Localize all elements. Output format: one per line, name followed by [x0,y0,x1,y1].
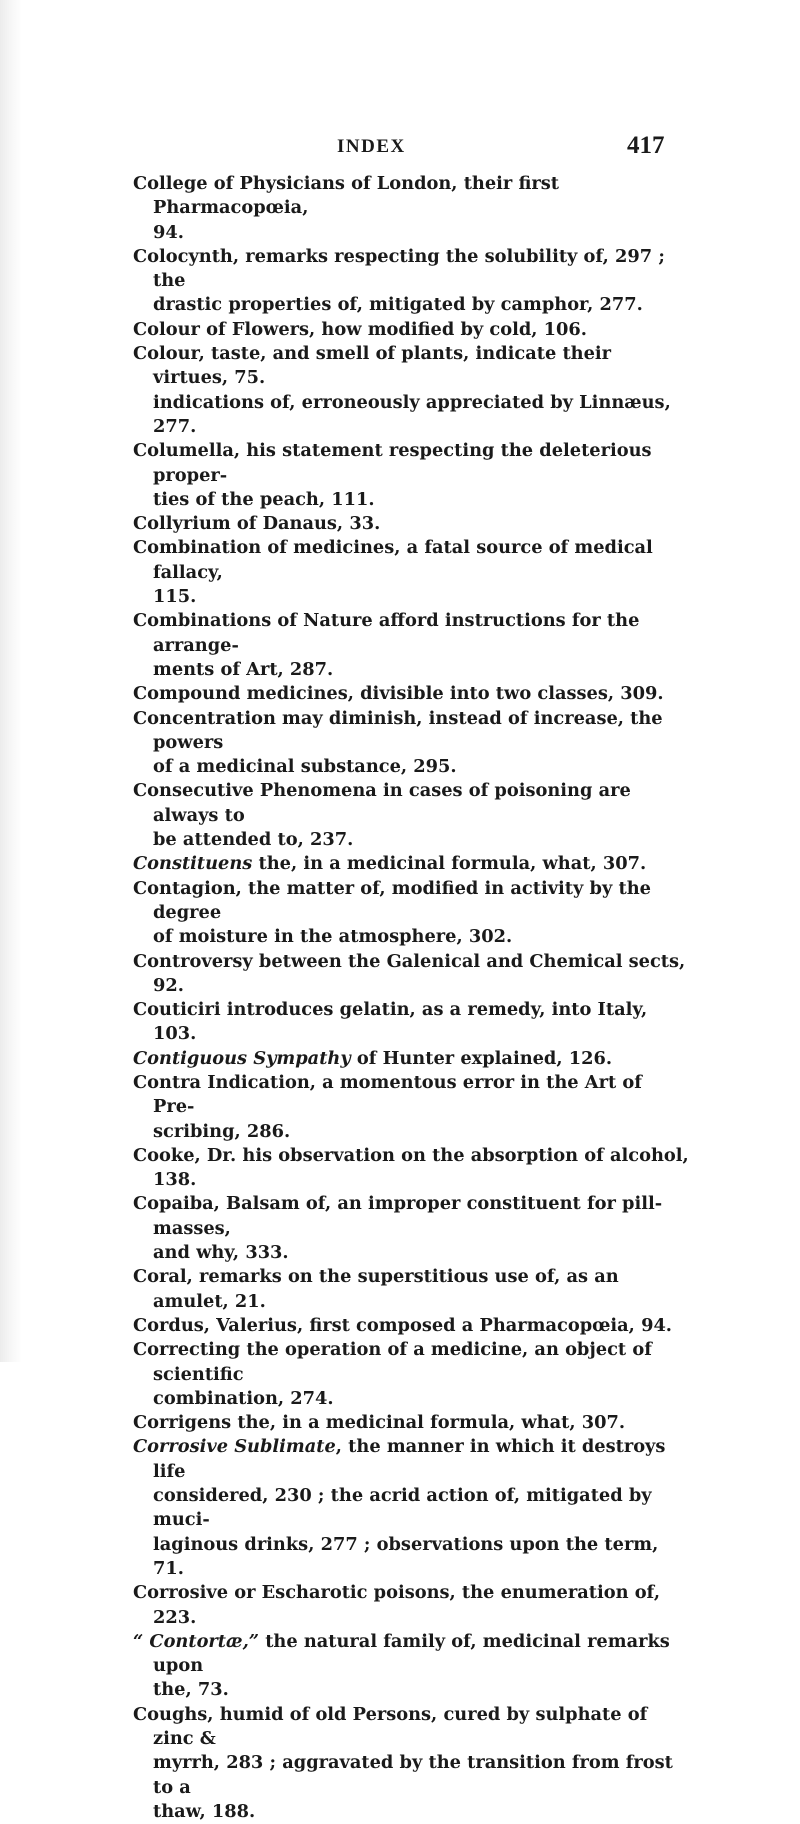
index-entry [133,998,689,1047]
index-entry [133,245,689,318]
entry-text: Cordus, Valerius, first composed a Pharmacopœia, 94. [133,1314,673,1336]
index-entry [133,1703,689,1824]
index-entry [133,877,689,950]
entry-text: Couticiri introduces gelatin, as a remedy, into Italy, 103. [133,999,648,1045]
index-entry [133,1630,689,1703]
index-entry [133,1338,689,1411]
entry-text: the, in a medicinal formula, what, 307. [252,853,647,875]
entry-text: , the manner in which it destroys life considered, 230 ; the acrid action of, mitigated by muci- laginous drinks, 277 ; observations upon the term, 71. [153,1436,666,1579]
index-entry [133,779,689,852]
entry-text: Correcting the operation of a medicine, an object of scientific combination, 274. [133,1339,652,1409]
index-entry [133,852,689,876]
index-entry [133,1144,689,1193]
index-entries [133,172,689,1824]
entry-text: Colocynth, remarks respecting the solubility of, 297 ; the drastic properties of, mitigated by camphor, 277. [133,245,665,316]
entry-text: Coral, remarks on the superstitious use of, as an amulet, 21. [133,1266,619,1312]
entry-text: Contra Indication, a momentous error in the Art of Pre- scribing, 286. [133,1071,642,1142]
entry-text: Coughs, humid of old Persons, cured by sulphate of zinc & myrrh, 283 ; aggravated by the transition from frost to a thaw, 188. [133,1703,673,1822]
entry-lead: Constituens [133,853,253,875]
index-entry [133,342,689,439]
entry-text: Contagion, the matter of, modified in activity by the degree of moisture in the atmosphere, 302. [133,877,651,948]
index-entry [133,172,689,245]
entry-text: Collyrium of Danaus, 33. [133,513,381,535]
entry-lead: “ Contortæ,” [133,1630,259,1652]
index-entry [133,512,689,536]
entry-text: Corrosive or Escharotic poisons, the enumeration of, 223. [133,1582,661,1628]
entry-text: Combinations of Nature afford instructions for the arrange- ments of Art, 287. [133,610,640,680]
entry-text: Cooke, Dr. his observation on the absorption of alcohol, 138. [133,1144,689,1191]
index-entry [133,1071,689,1144]
entry-lead: Corrosive Sublimate [133,1436,336,1458]
page-edge-shadow [0,0,22,1362]
page-number: 417 [627,132,665,159]
index-entry [133,950,689,999]
index-entry [133,609,689,682]
running-title: INDEX [337,136,406,157]
index-entry [133,1435,689,1581]
entry-text: Colour, taste, and smell of plants, indicate their virtues, 75. indications of, erroneously appreciated by Linnæus, 277. [133,343,671,437]
entry-text: Copaiba, Balsam of, an improper constituent for pill-masses, and why, 333. [133,1193,663,1264]
index-entry [133,707,689,780]
entry-text: Colour of Flowers, how modified by cold, 106. [133,318,587,340]
entry-text: College of Physicians of London, their first Pharmacopœia, 94. [133,173,559,243]
entry-text: Corrigens the, in a medicinal formula, what, 307. [133,1412,626,1434]
index-entry [133,682,689,706]
index-entry [133,1192,689,1265]
entry-text: the natural family of, medicinal remarks upon the, 73. [153,1630,670,1701]
index-entry [133,1314,689,1338]
entry-text: Concentration may diminish, instead of increase, the powers of a medicinal substance, 295. [133,707,663,778]
index-entry [133,1581,689,1630]
entry-text: Columella, his statement respecting the deleterious proper- ties of the peach, 111. [133,440,652,510]
index-entry [133,318,689,342]
entry-text: Controversy between the Galenical and Chemical sects, 92. [133,950,686,996]
entry-lead: Contiguous Sympathy [133,1047,351,1069]
entry-text: of Hunter explained, 126. [350,1047,613,1069]
entry-text: Consecutive Phenomena in cases of poisoning are always to be attended to, 237. [133,780,631,851]
index-entry [133,536,689,609]
index-entry [133,439,689,512]
index-entry [133,1411,689,1435]
page-header [0,132,800,162]
entry-text: Compound medicines, divisible into two classes, 309. [133,683,664,705]
entry-text: Combination of medicines, a fatal source of medical fallacy, 115. [133,537,653,608]
index-entry [133,1047,689,1071]
index-entry [133,1265,689,1314]
